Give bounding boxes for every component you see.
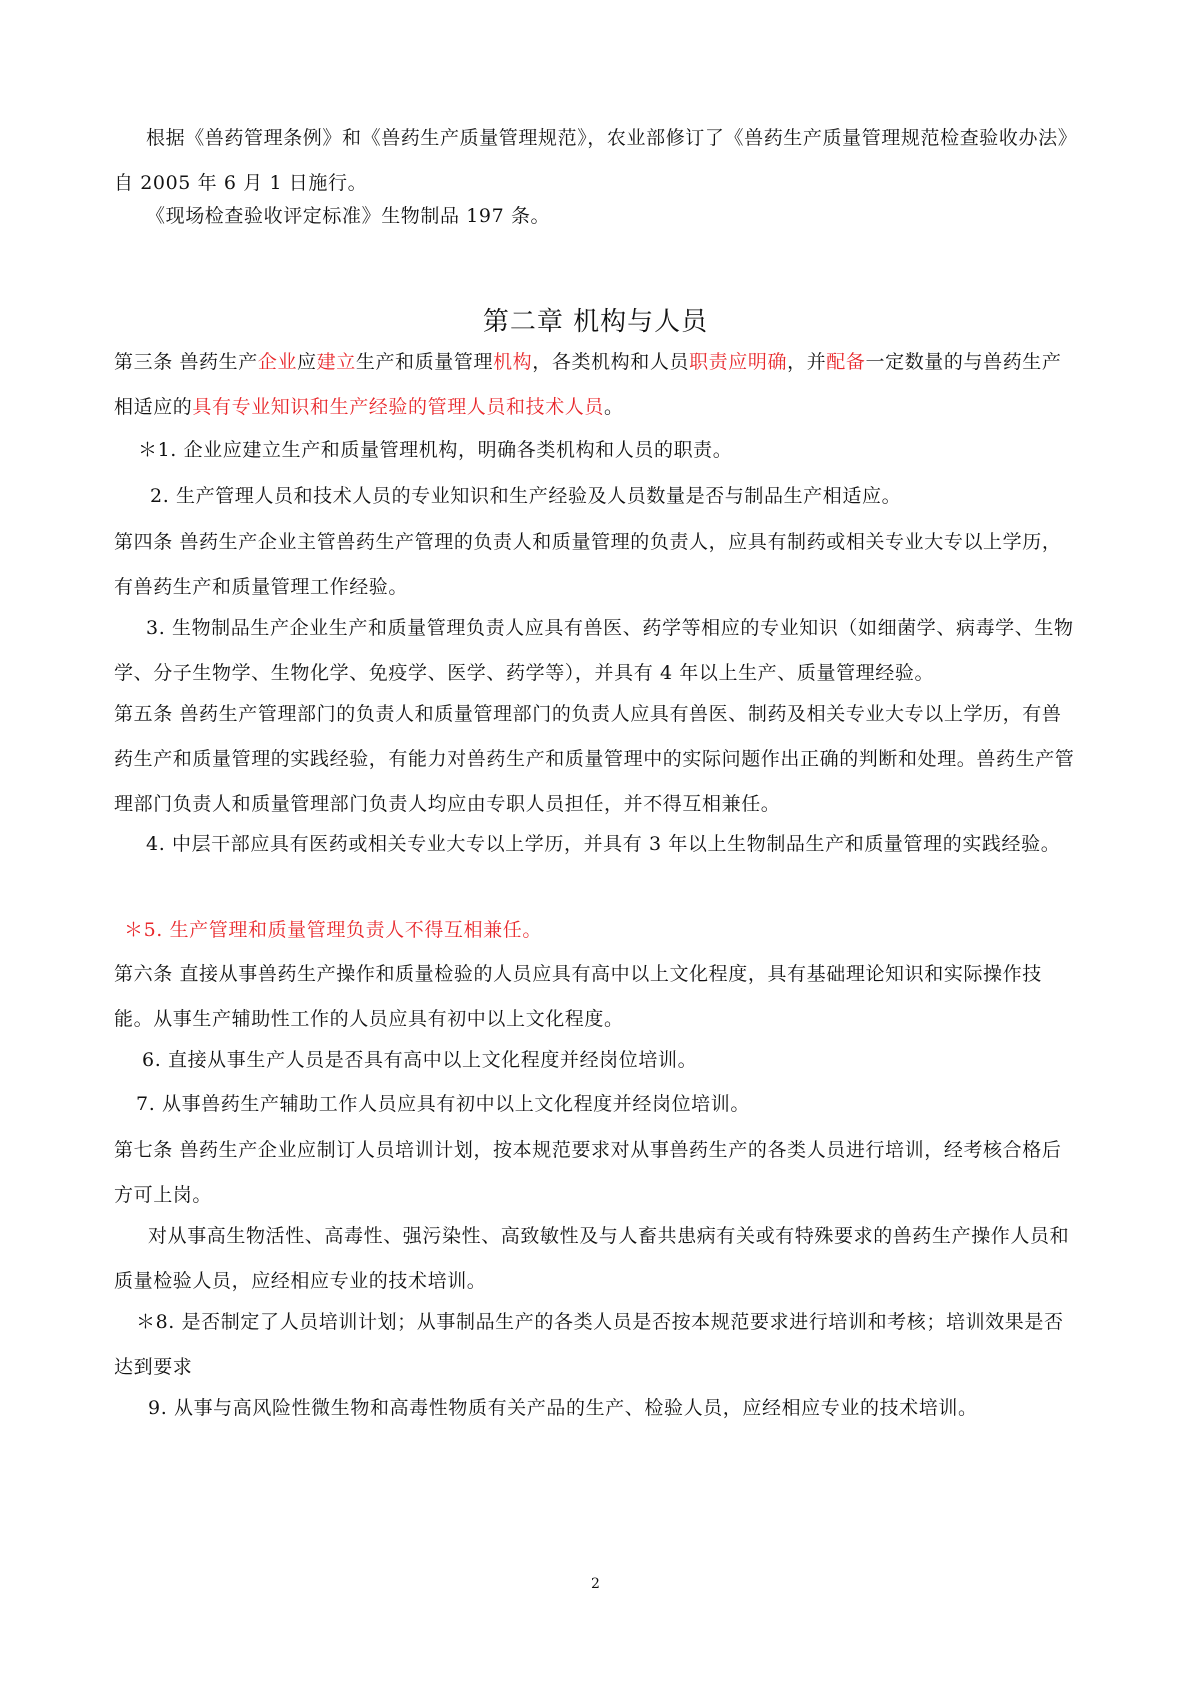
article-3-highlight: 机构 [493, 351, 533, 373]
article-5: 第五条 兽药生产管理部门的负责人和质量管理部门的负责人应具有兽医、制药及相关专业大专以上学历，有兽药生产和质量管理的实践经验，有能力对兽药生产和质量管理中的实际问题作出正确的判断和处理。兽药生产管理部门负责人和质量管理部门负责人均应由专职人员担任，并不得互相兼任。 [114, 703, 1075, 815]
check-item-7: 7. 从事兽药生产辅助工作人员应具有初中以上文化程度并经岗位培训。 [136, 1093, 750, 1115]
article-3-text: 一定数量的与兽药生产相适应的 [114, 351, 1062, 418]
article-3-highlight: 具有专业知识和生产经验的管理人员和技术人员 [192, 396, 605, 418]
page-number: 2 [591, 1576, 600, 1592]
check-item-6: 6. 直接从事生产人员是否具有高中以上文化程度并经岗位培训。 [142, 1049, 698, 1071]
article-7: 第七条 兽药生产企业应制订人员培训计划，按本规范要求对从事兽药生产的各类人员进行培训，经考核合格后方可上岗。 [114, 1139, 1062, 1206]
intro-paragraph: 根据《兽药管理条例》和《兽药生产质量管理规范》，农业部修订了《兽药生产质量管理规范检查验收办法》自 2005 年 6 月 1 日施行。 [114, 127, 1068, 194]
article-3-text: 应 [297, 351, 317, 373]
check-item-8: ＊8. 是否制定了人员培训计划；从事制品生产的各类人员是否按本规范要求进行培训和考核；培训效果是否达到要求 [114, 1311, 1064, 1378]
article-6: 第六条 直接从事兽药生产操作和质量检验的人员应具有高中以上文化程度，具有基础理论知识和实际操作技能。从事生产辅助性工作的人员应具有初中以上文化程度。 [114, 963, 1042, 1030]
article-4: 第四条 兽药生产企业主管兽药生产管理的负责人和质量管理的负责人，应具有制药或相关专业大专以上学历，有兽药生产和质量管理工作经验。 [114, 531, 1062, 598]
article-3-highlight: 配备 [826, 351, 866, 373]
article-3 [114, 340, 1076, 430]
article-3-text: 第三条 兽药生产 [114, 351, 258, 373]
article-3-text: 。 [604, 396, 624, 418]
article-3-highlight: 企业 [257, 351, 298, 373]
article-3-highlight: 职责应明确 [689, 351, 788, 373]
check-item-1: ＊1. 企业应建立生产和质量管理机构，明确各类机构和人员的职责。 [138, 439, 733, 461]
check-item-4: 4. 中层干部应具有医药或相关专业大专以上学历，并具有 3 年以上生物制品生产和质量管理的实践经验。 [146, 833, 1061, 855]
check-item-3: 3. 生物制品生产企业生产和质量管理负责人应具有兽医、药学等相应的专业知识（如细菌学、病毒学、生物学、分子生物学、生物化学、免疫学、医学、药学等），并具有 4 年以上生产、质量管理经验。 [114, 617, 1074, 684]
intro-note: 《现场检查验收评定标准》生物制品 197 条。 [146, 205, 551, 227]
article-7-paragraph-2: 对从事高生物活性、高毒性、强污染性、高致敏性及与人畜共患病有关或有特殊要求的兽药生产操作人员和质量检验人员，应经相应专业的技术培训。 [114, 1225, 1070, 1292]
check-item-9: 9. 从事与高风险性微生物和高毒性物质有关产品的生产、检验人员，应经相应专业的技术培训。 [148, 1397, 978, 1419]
check-item-2: 2. 生产管理人员和技术人员的专业知识和生产经验及人员数量是否与制品生产相适应。 [150, 485, 902, 507]
check-item-5: ＊5. 生产管理和质量管理负责人不得互相兼任。 [124, 919, 542, 941]
article-3-text: ，并 [787, 351, 827, 373]
article-3-text: 生产和质量管理 [355, 351, 494, 373]
chapter-title: 第二章 机构与人员 [482, 307, 709, 337]
article-3-text: ，各类机构和人员 [532, 351, 690, 373]
article-3-highlight: 建立 [316, 351, 356, 373]
